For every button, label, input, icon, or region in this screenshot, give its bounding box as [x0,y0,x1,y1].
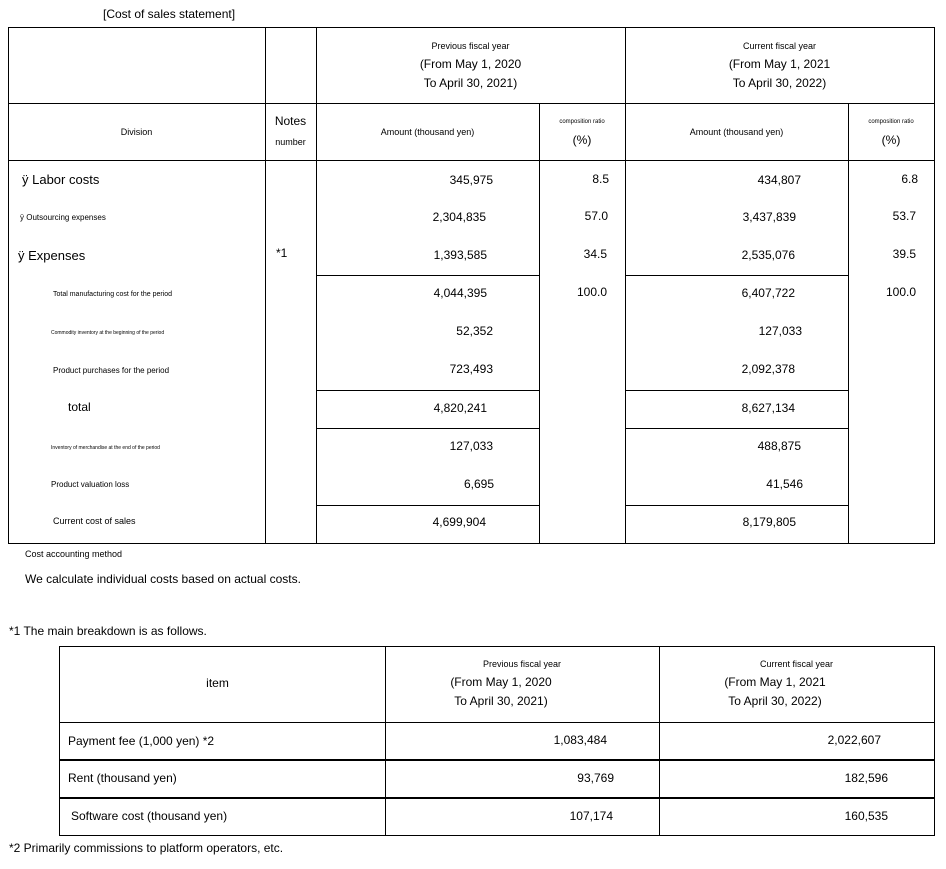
prev-amount: 345,975 [449,173,493,187]
prev-amount: 1,393,585 [433,248,487,262]
breakdown-prev-from: (From May 1, 2020 [450,675,552,689]
cur-amount: 127,033 [758,324,802,338]
prev-year-to: To April 30, 2021) [423,76,518,90]
cur-year-header: Current fiscal year [742,41,817,51]
breakdown-cur: 160,535 [844,809,888,823]
prev-ratio: 57.0 [584,209,608,223]
division-header: Division [120,127,153,137]
note-ref: *1 [276,246,288,260]
prev-amount: 4,044,395 [433,286,487,300]
cur-amount: 6,407,722 [741,286,795,300]
prev-year-header: Previous fiscal year [431,41,510,51]
ratio-prev-header: composition ratio [559,119,605,125]
breakdown-prev-header: Previous fiscal year [482,659,562,669]
cost-method-text: We calculate individual costs based on actual costs. [25,572,301,586]
cur-amount: 2,092,378 [741,362,795,376]
ratio-cur-unit: (%) [881,133,901,147]
breakdown-cur: 2,022,607 [827,733,881,747]
prev-ratio: 8.5 [592,172,609,186]
notes-number-header: number [275,137,306,147]
row-label: Commodity inventory at the beginning of the period [51,330,165,336]
cur-amount: 434,807 [757,173,801,187]
breakdown-prev-to: To April 30, 2021) [454,694,548,708]
cur-amount: 8,179,805 [742,515,796,529]
note2: *2 Primarily commissions to platform operators, etc. [9,841,284,855]
row-label: ÿ Labor costs [22,172,100,187]
cur-ratio: 100.0 [885,285,916,299]
prev-amount: 6,695 [463,477,494,491]
breakdown-label: Payment fee (1,000 yen) *2 [68,734,215,748]
row-label: ÿ Outsourcing expenses [20,213,106,222]
notes-header: Notes [274,114,307,128]
breakdown-cur-from: (From May 1, 2021 [724,675,826,689]
row-label: Inventory of merchandise at the end of the period [51,445,160,451]
cur-ratio: 39.5 [892,247,916,261]
amount-prev-header: Amount (thousand yen) [380,127,475,137]
note1-title: *1 The main breakdown is as follows. [9,624,207,638]
cur-year-to: To April 30, 2022) [732,76,827,90]
prev-amount: 4,699,904 [432,515,486,529]
breakdown-label: Rent (thousand yen) [68,771,177,785]
row-label: Product purchases for the period [53,366,170,375]
row-label: Current cost of sales [53,516,136,526]
breakdown-label: Software cost (thousand yen) [71,809,228,823]
prev-amount: 127,033 [449,439,493,453]
prev-amount: 2,304,835 [432,210,486,224]
prev-amount: 52,352 [456,324,493,338]
item-header: item [206,676,229,690]
prev-amount: 723,493 [449,362,493,376]
breakdown-cur-to: To April 30, 2022) [728,694,822,708]
cur-amount: 3,437,839 [742,210,796,224]
row-label: ÿ Expenses [18,248,86,263]
cur-amount: 8,627,134 [741,401,795,415]
statement-title: [Cost of sales statement] [103,7,236,21]
cur-amount: 41,546 [766,477,803,491]
breakdown-prev: 93,769 [577,771,614,785]
ratio-cur-header: composition ratio [868,119,914,125]
row-label: Total manufacturing cost for the period [53,291,173,298]
cur-ratio: 53.7 [892,209,916,223]
ratio-prev-unit: (%) [572,133,592,147]
row-label: Product valuation loss [51,480,130,489]
amount-cur-header: Amount (thousand yen) [689,127,784,137]
prev-ratio: 34.5 [583,247,607,261]
cur-amount: 488,875 [757,439,801,453]
cur-ratio: 6.8 [901,172,918,186]
cur-year-from: (From May 1, 2021 [728,57,831,71]
cost-method-title: Cost accounting method [25,549,123,559]
cur-amount: 2,535,076 [741,248,795,262]
breakdown-cur-header: Current fiscal year [759,659,834,669]
breakdown-cur: 182,596 [844,771,888,785]
prev-ratio: 100.0 [576,285,607,299]
row-label: total [68,400,91,414]
prev-year-from: (From May 1, 2020 [419,57,522,71]
prev-amount: 4,820,241 [433,401,487,415]
breakdown-prev: 107,174 [569,809,613,823]
breakdown-prev: 1,083,484 [553,733,607,747]
